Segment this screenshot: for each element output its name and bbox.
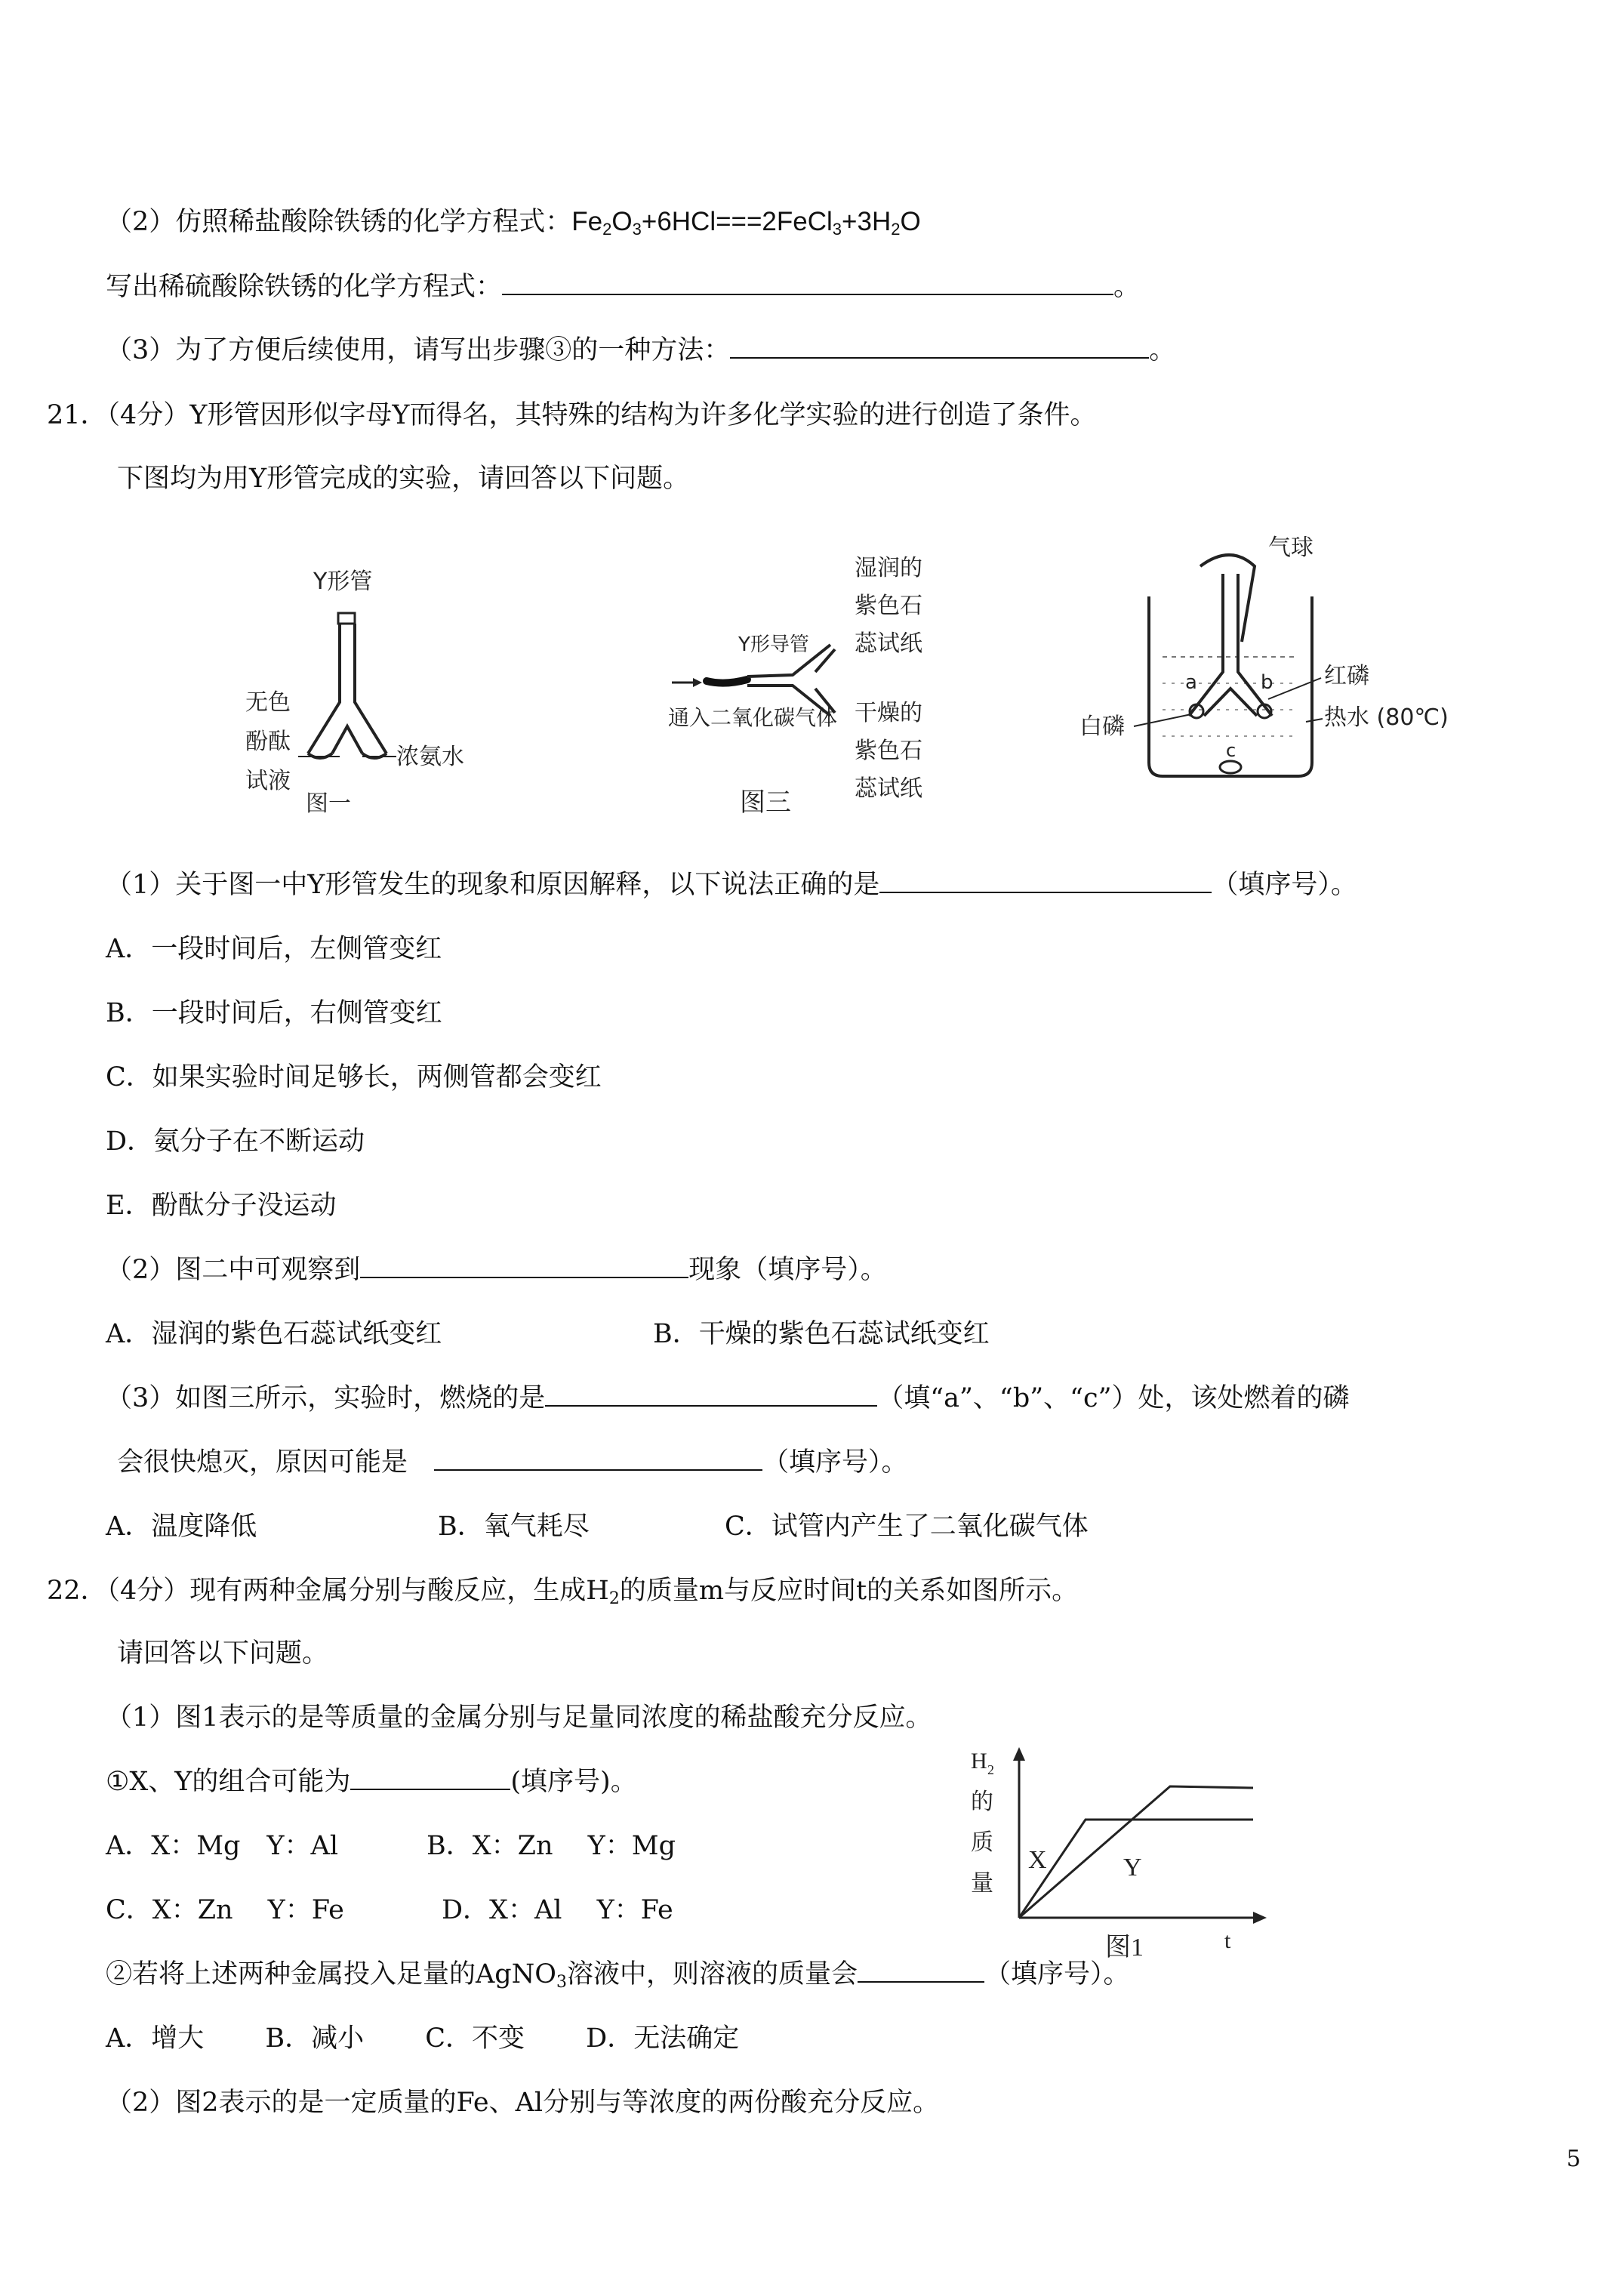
fig3-balloon	[1200, 555, 1255, 642]
graph-series-y-line	[1019, 1786, 1253, 1918]
q22-c2: ②若将上述两种金属投入足量的AgNO$_3$溶液中，则溶液的质量会 （填序号）。	[106, 1959, 1130, 1992]
fig2-label-up3: 蕊试纸	[855, 630, 922, 657]
q22-intro: 请回答以下问题。	[117, 1638, 329, 1669]
q21-s3: （3）如图三所示，实验时，燃烧的是 （填“a”、“b”、“c”）处，该处燃着的磷	[106, 1383, 1350, 1413]
graph-ylabel-h: H	[971, 1749, 987, 1774]
q21-s3-option-c: C．试管内产生了二氧化碳气体	[725, 1512, 1089, 1542]
fig1-label-left3: 试液	[245, 768, 291, 794]
q21-s1: （1）关于图一中Y形管发生的现象和原因解释，以下说法正确的是 （填序号）。	[106, 870, 1357, 900]
q21-s1-option-d: D．氨分子在不断运动	[106, 1126, 365, 1157]
answer-blank-q21-1[interactable]	[879, 869, 1212, 893]
fig2-label-tube: Y形导管	[738, 633, 809, 656]
fig1-label-left1: 无色	[245, 689, 291, 716]
fig3-label-c: c	[1226, 740, 1236, 761]
graph-ylabel-4: 量	[971, 1870, 993, 1897]
graph-series-y-label: Y	[1123, 1854, 1142, 1881]
fig2-caption: 图三	[740, 787, 791, 817]
graph-h2-mass-vs-time	[959, 1737, 1291, 1993]
q20-p2-line	[106, 205, 921, 239]
graph-caption: 图1	[1105, 1934, 1144, 1962]
fig2-rubber-hose	[707, 680, 747, 683]
graph-series-x-label: X	[1028, 1846, 1047, 1874]
fig2-label-gas: 通入二氧化碳气体	[668, 705, 838, 730]
fig2-label-up1: 湿润的	[855, 555, 922, 581]
q20-p3-line: （3）为了方便后续使用，请写出步骤③的一种方法： 。	[106, 335, 1176, 365]
q21-s3-line2: 会很快熄灭，原因可能是 （填序号）。	[117, 1447, 908, 1478]
fig1-label-top: Y形管	[313, 569, 373, 595]
fig1-caption: 图一	[306, 791, 351, 815]
answer-blank-q20-3[interactable]	[730, 334, 1149, 359]
q22-s1: （1）图1表示的是等质量的金属分别与足量同浓度的稀盐酸充分反应。	[106, 1703, 932, 1733]
fig3-label-white: 白磷	[1079, 713, 1125, 740]
fig3-label-water: 热水 (80℃)	[1324, 704, 1449, 731]
fig1-tube-shape	[308, 624, 387, 754]
q22-option-c: C．X：Zn Y：Fe	[106, 1895, 344, 1925]
q21-intro: 下图均为用Y形管完成的实验，请回答以下问题。	[117, 464, 690, 494]
fig1-label-left2: 酚酞	[245, 729, 291, 755]
q21-s3-option-b: B．氧气耗尽	[438, 1512, 590, 1542]
q21-s2-option-a: A．湿润的紫色石蕊试纸变红	[106, 1319, 442, 1349]
q21-s1-option-e: E．酚酞分子没运动	[106, 1191, 337, 1221]
fig3-label-b: b	[1261, 671, 1273, 694]
graph-ylabel-sub: 2	[987, 1762, 994, 1777]
fig2-label-dn2: 紫色石	[855, 738, 922, 764]
q22-option-a: A．X：Mg Y：Al	[106, 1831, 339, 1861]
answer-blank-q22-1[interactable]	[350, 1766, 510, 1790]
answer-blank-q22-2[interactable]	[858, 1959, 984, 1983]
q22-c2-options: A．增大 B．减小 C．不变 D．无法确定	[106, 2023, 740, 2054]
graph-ylabel-3: 质	[971, 1829, 993, 1856]
q21-header: 21．（4分）Y形管因形似字母Y而得名，其特殊的结构为许多化学实验的进行创造了条件。	[47, 400, 1097, 430]
q22-header: 22．（4分）现有两种金属分别与酸反应，生成$H_2$的质量m与反应时间t的关系如图所示。	[47, 1576, 1079, 1608]
fig3-y-tube	[1189, 574, 1272, 716]
fig3-label-red: 红磷	[1324, 663, 1369, 689]
fig2-label-dn1: 干燥的	[855, 700, 922, 726]
q21-s1-option-a: A．一段时间后，左侧管变红	[106, 934, 442, 964]
figure-one-y-tube	[226, 559, 528, 815]
fig1-label-right: 浓氨水	[396, 744, 464, 770]
q22-s2: （2）图2表示的是一定质量的Fe、Al分别与等浓度的两份酸充分反应。	[106, 2088, 940, 2118]
fig1-stopper	[338, 613, 355, 624]
fig3-label-a: a	[1185, 671, 1197, 694]
q22-c1: ①X、Y的组合可能为 (填序号)。	[106, 1767, 637, 1797]
answer-blank-q21-2[interactable]	[360, 1254, 688, 1278]
q22-option-d: D．X：Al Y：Fe	[442, 1895, 673, 1925]
graph-ylabel-2: 的	[971, 1789, 993, 1815]
page-number: 5	[1566, 2146, 1581, 2172]
q21-s1-option-c: C．如果实验时间足够长，两侧管都会变红	[106, 1062, 602, 1093]
q21-s2: （2）图二中可观察到 现象（填序号）。	[106, 1255, 887, 1285]
figure-three-beaker	[1079, 521, 1502, 800]
fe2o3-equation: $Fe_2O_3+6HCl===2FeCl_3+3H_2O$	[571, 207, 921, 239]
answer-blank-q21-3b[interactable]	[434, 1447, 762, 1471]
figure-two-y-tube	[657, 545, 959, 817]
answer-blank-q21-3a[interactable]	[545, 1382, 877, 1407]
fig2-label-up2: 紫色石	[855, 593, 922, 619]
q22-option-b: B．X：Zn Y：Mg	[427, 1831, 676, 1861]
fig2-label-dn3: 蕊试纸	[855, 775, 922, 802]
q20-p2-line2: 写出稀硫酸除铁锈的化学方程式： 。	[106, 272, 1141, 302]
q21-s2-option-b: B．干燥的紫色石蕊试纸变红	[653, 1319, 990, 1349]
fig3-label-balloon: 气球	[1268, 535, 1313, 561]
graph-x-label-t: t	[1224, 1928, 1231, 1953]
answer-blank-q20-2[interactable]	[502, 271, 1113, 295]
q21-s3-option-a: A．温度降低	[106, 1512, 257, 1542]
q20-p2-prefix: （2）仿照稀盐酸除铁锈的化学方程式：	[106, 207, 572, 237]
q21-s1-option-b: B．一段时间后，右侧管变红	[106, 998, 442, 1028]
